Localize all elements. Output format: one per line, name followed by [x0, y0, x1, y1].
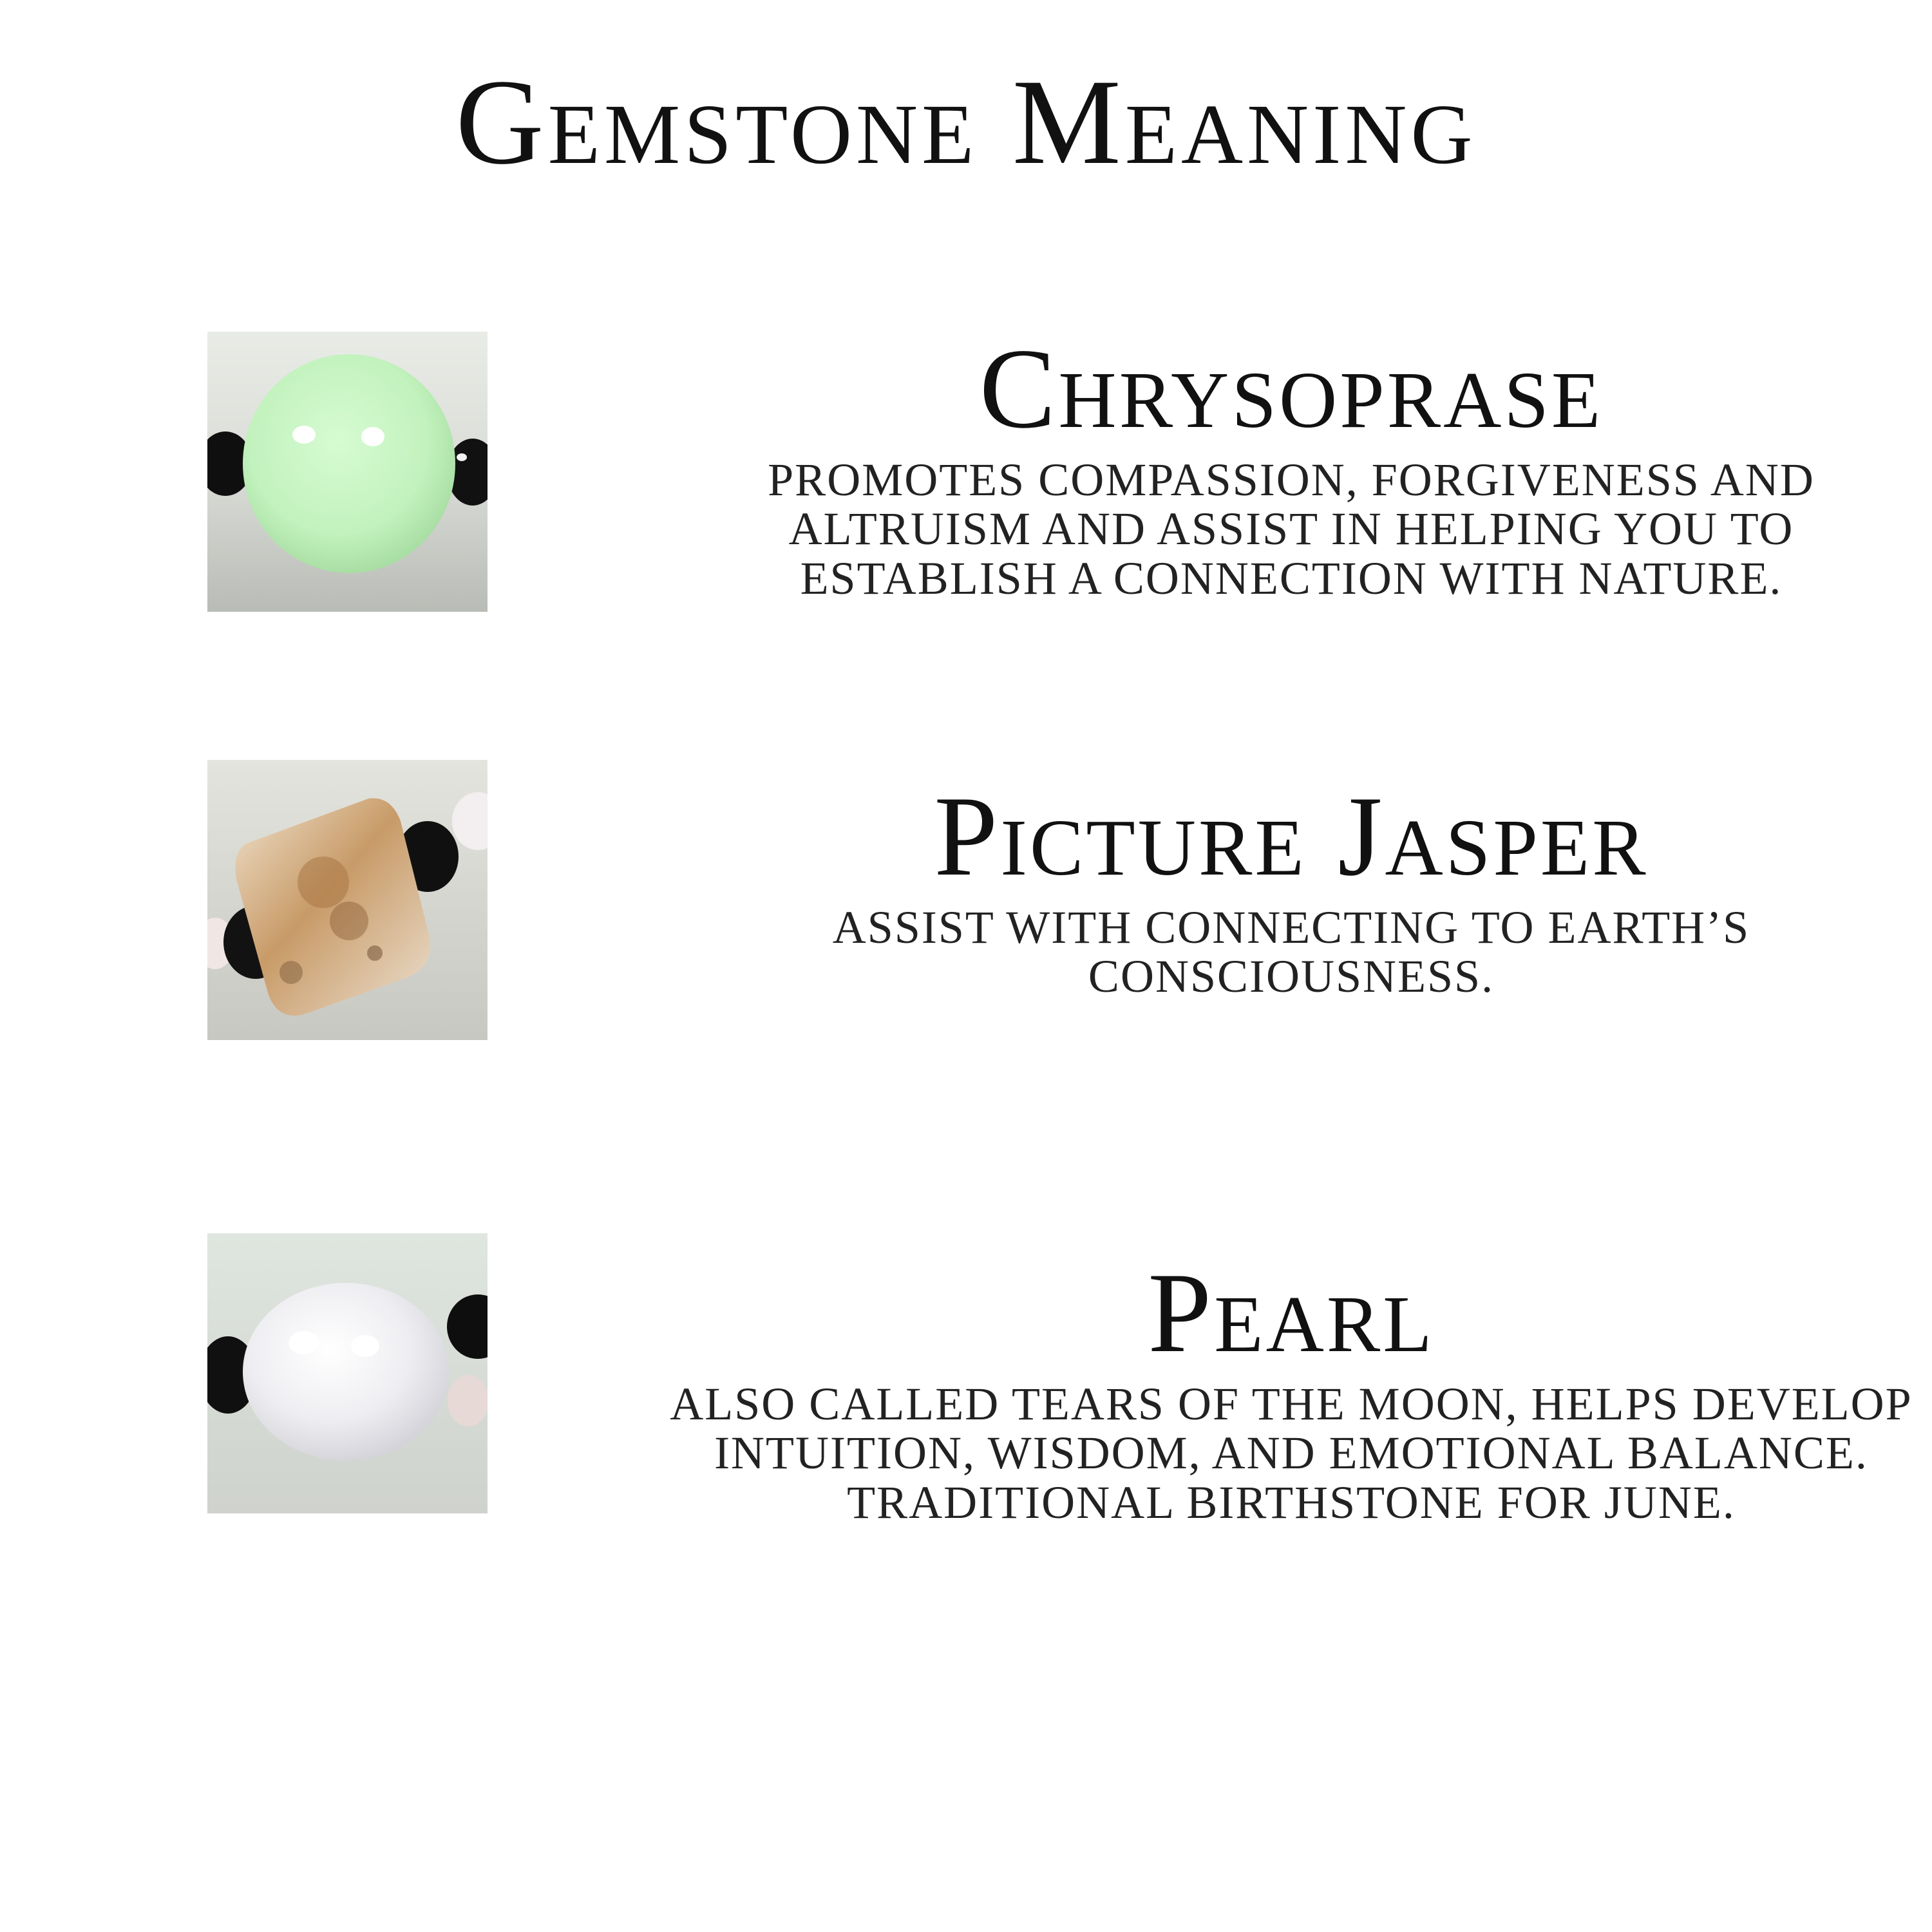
gem-name: Pearl [1148, 1249, 1435, 1376]
page-title: Gemstone Meaning [455, 55, 1477, 190]
gem-description: ALSO CALLED TEARS OF THE MOON, HELPS DEVELOP INTUITION, WISDOM, AND EMOTIONAL BALANCE. TRADITIONAL BIRTHSTONE FOR JUNE. [670, 1378, 1913, 1528]
pearl-bead-photo [207, 1233, 488, 1513]
chrysoprase-entry [663, 325, 1919, 604]
gem-name: Chrysoprase [979, 325, 1604, 452]
chrysoprase-bead-photo [207, 332, 488, 612]
picture-jasper-bead-photo [207, 760, 488, 1040]
gem-description: ASSIST WITH CONNECTING TO EARTH’S CONSCIOUSNESS. [832, 901, 1750, 1003]
gem-description: PROMOTES COMPASSION, FORGIVENESS AND ALTRUISM AND ASSIST IN HELPING YOU TO ESTABLISH A CONNECTION WITH NATURE. [768, 453, 1815, 604]
picture-jasper-entry [663, 772, 1919, 1003]
gem-name: Picture Jasper [934, 772, 1649, 900]
pearl-entry [663, 1249, 1919, 1528]
